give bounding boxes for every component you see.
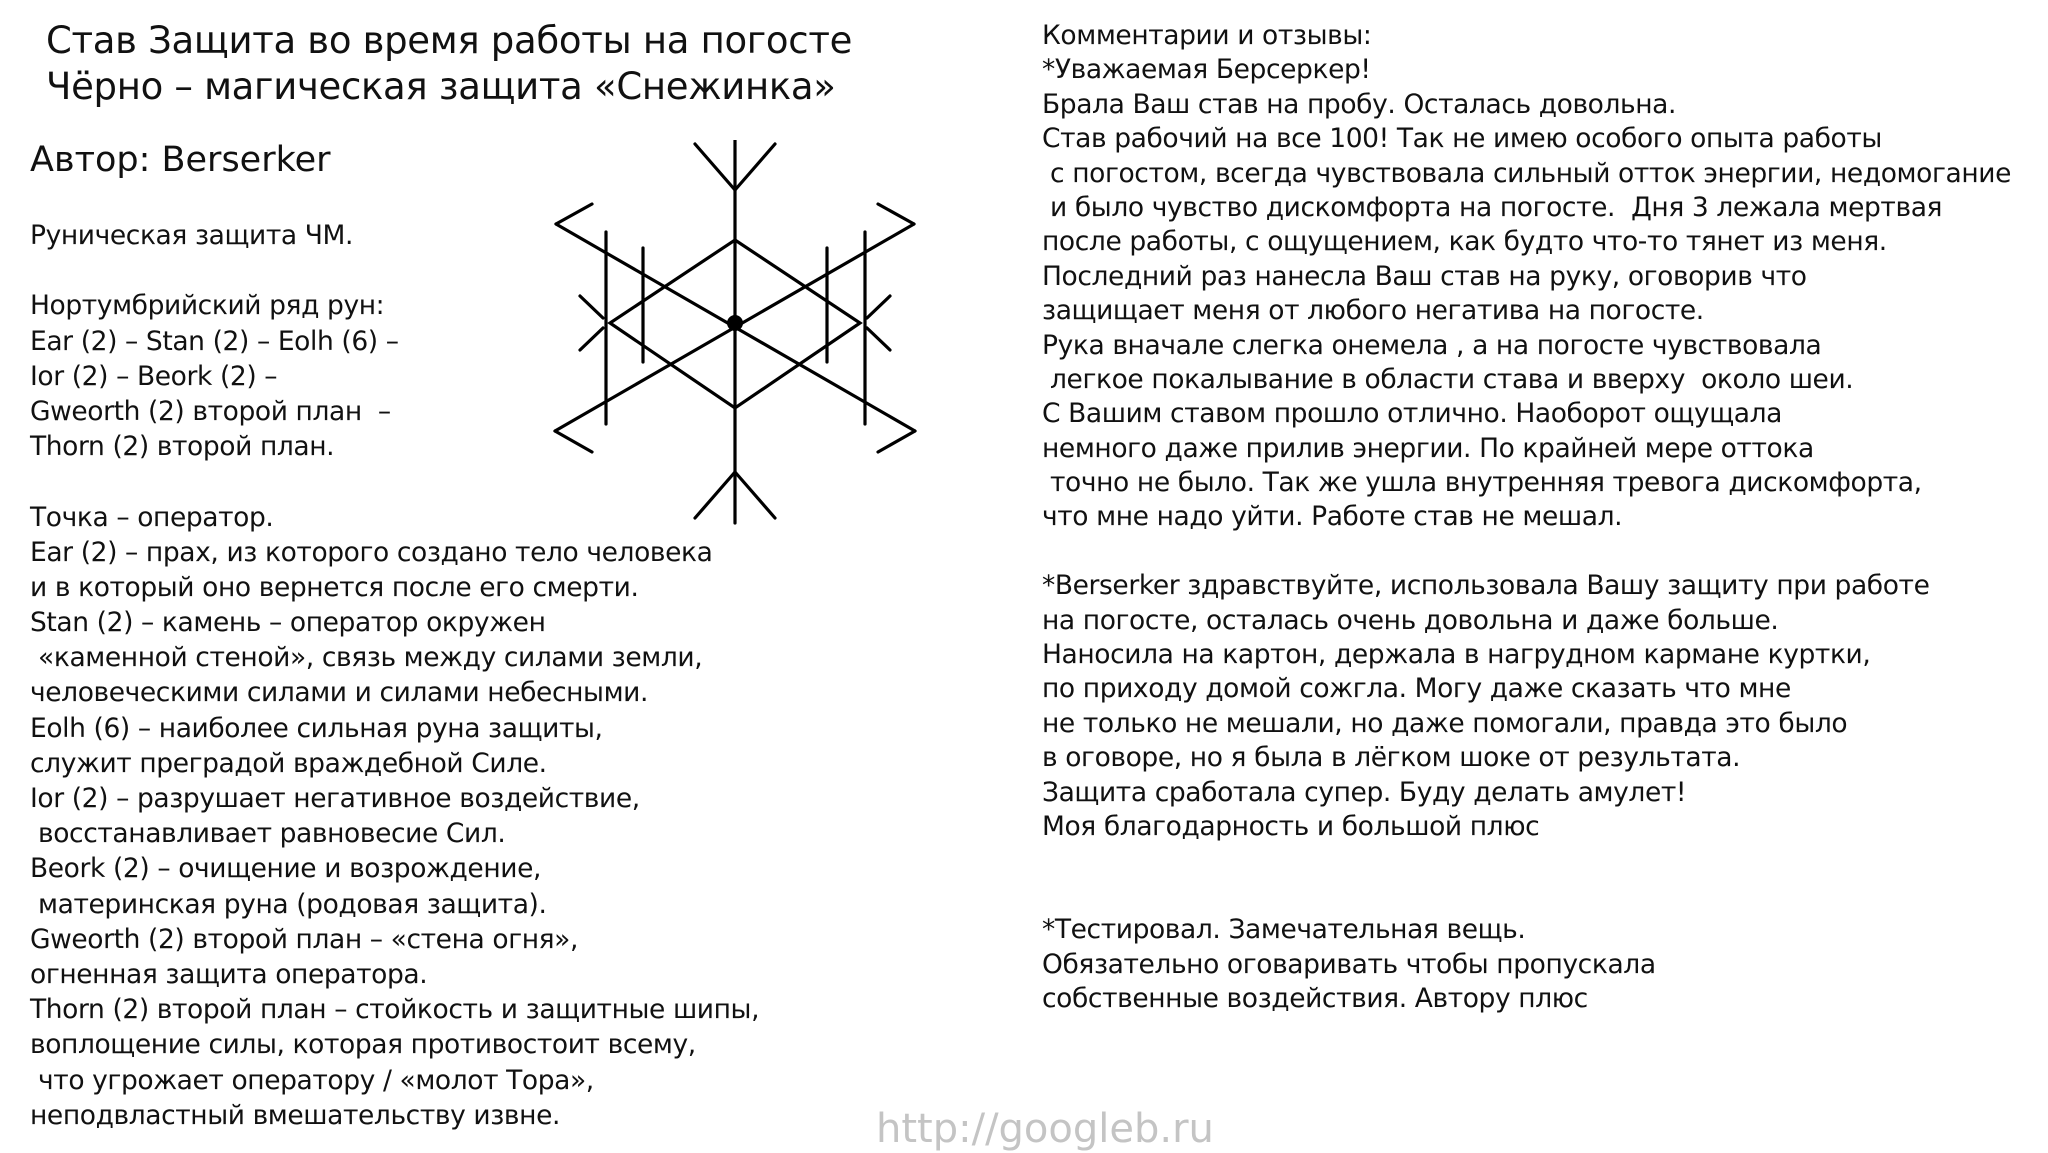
- description-line: огненная защита оператора.: [30, 958, 428, 990]
- description-line: Gweorth (2) второй план –: [30, 395, 391, 427]
- comment-line: Защита сработала супер. Буду делать амулет!: [1042, 776, 1687, 808]
- description-line: что угрожает оператору / «молот Тора»,: [30, 1064, 594, 1096]
- comment-line: Обязательно оговаривать чтобы пропускала: [1042, 948, 1656, 980]
- description-line: Ior (2) – разрушает негативное воздействие,: [30, 783, 640, 814]
- description-line: Ear (2) – прах, из которого создано тело человека: [30, 536, 713, 568]
- comments-section: [1042, 19, 2011, 1016]
- comment-line: Моя благодарность и большой плюс: [1042, 810, 1540, 842]
- comment-line: по приходу домой сожгла. Могу даже сказать что мне: [1042, 673, 1791, 705]
- comment-line: в оговоре, но я была в лёгком шоке от результата.: [1042, 742, 1741, 774]
- rune-branch: [735, 472, 775, 518]
- description-line: Ior (2) – Beork (2) –: [30, 360, 278, 392]
- description-line: Thorn (2) второй план.: [30, 431, 335, 463]
- comment-line: на погосте, осталась очень довольна и даже больше.: [1042, 604, 1779, 636]
- comment-line: [1042, 535, 2011, 569]
- comment-line: *Тестировал. Замечательная вещь.: [1042, 914, 1526, 946]
- comment-line: Комментарии и отзывы:: [1042, 20, 1372, 51]
- title-line-1: Став Защита во время работы на погосте: [46, 19, 853, 62]
- watermark-url: http://googleb.ru: [876, 1106, 1214, 1152]
- description-line: Точка – оператор.: [30, 501, 274, 533]
- comment-line: после работы, с ощущением, как будто что-то тянет из меня.: [1042, 226, 1887, 258]
- description-line: неподвластный вмешательству извне.: [30, 1099, 560, 1131]
- rune-tick: [556, 204, 592, 224]
- comment-line: точно не было. Так же ушла внутренняя тревога дискомфорта,: [1042, 467, 1922, 499]
- description-line: «каменной стеной», связь между силами земли,: [30, 642, 703, 674]
- description-line: Thorn (2) второй план – стойкость и защитные шипы,: [30, 994, 760, 1026]
- description-line: воплощение силы, которая противостоит всему,: [30, 1029, 696, 1061]
- description-line: служит преградой враждебной Силе.: [30, 747, 547, 779]
- description-line: восстанавливает равновесие Сил.: [30, 818, 506, 850]
- comment-line: *Уважаемая Берсеркер!: [1042, 54, 1371, 86]
- description-line: Eolh (6) – наиболее сильная руна защиты,: [30, 712, 603, 744]
- description-line: Beork (2) – очищение и возрождение,: [30, 853, 542, 885]
- comment-line: немного даже прилив энергии. По крайней мере оттока: [1042, 432, 1814, 464]
- comment-line: и было чувство дискомфорта на погосте. Дня 3 лежала мертвая: [1042, 191, 1943, 223]
- description-line: Руническая защита ЧМ.: [30, 220, 354, 251]
- rune-branch: [695, 472, 735, 518]
- description-line: Stan (2) – камень – оператор окружен: [30, 607, 546, 639]
- rune-tick: [580, 328, 603, 350]
- comment-line: не только не мешали, но даже помогали, правда это было: [1042, 707, 1848, 739]
- comment-line: [1042, 844, 2011, 878]
- rune-tick: [878, 431, 915, 452]
- comment-line: Став рабочий на все 100! Так не имею особого опыта работы: [1042, 123, 1882, 155]
- description-line: Gweorth (2) второй план – «стена огня»,: [30, 923, 579, 955]
- description-line: материнская руна (родовая защита).: [30, 888, 547, 920]
- description-line: и в который оно вернется после его смерти.: [30, 571, 639, 603]
- description-line: человеческими силами и силами небесными.: [30, 677, 649, 709]
- description-line: Ear (2) – Stan (2) – Eolh (6) –: [30, 325, 399, 357]
- rune-tick: [580, 296, 603, 318]
- rune-tick: [878, 204, 914, 224]
- author-label: Автор: Berserker: [30, 140, 331, 180]
- snowflake-rune-diagram: [545, 140, 925, 525]
- rune-branch: [695, 144, 735, 190]
- page-title: [46, 18, 852, 110]
- comment-line: Рука вначале слегка онемела , а на погосте чувствовала: [1042, 329, 1822, 361]
- operator-point: [727, 315, 743, 331]
- rune-tick: [555, 431, 592, 452]
- description-line: Нортумбрийский ряд рун:: [30, 290, 385, 322]
- title-line-2: Чёрно – магическая защита «Снежинка»: [46, 65, 836, 108]
- comment-line: что мне надо уйти. Работе став не мешал.: [1042, 501, 1623, 533]
- comment-line: с погостом, всегда чувствовала сильный отток энергии, недомогание: [1042, 157, 2011, 189]
- comment-line: [1042, 879, 2011, 913]
- comment-line: *Berserker здравствуйте, использовала Вашу защиту при работе: [1042, 570, 1930, 602]
- comment-line: Наносила на картон, держала в нагрудном кармане куртки,: [1042, 639, 1871, 671]
- comment-line: Брала Ваш став на пробу. Осталась довольна.: [1042, 88, 1677, 120]
- comment-line: легкое покалывание в области става и вверху около шеи.: [1042, 363, 1854, 395]
- comment-line: Последний раз нанесла Ваш став на руку, оговорив что: [1042, 260, 1807, 292]
- comment-line: собственные воздействия. Автору плюс: [1042, 982, 1588, 1014]
- rune-branch: [735, 144, 775, 190]
- comment-line: защищает меня от любого негатива на погосте.: [1042, 295, 1704, 327]
- comment-line: С Вашим ставом прошло отлично. Наоборот ощущала: [1042, 398, 1783, 430]
- rune-tick: [867, 296, 890, 318]
- rune-tick: [867, 328, 890, 350]
